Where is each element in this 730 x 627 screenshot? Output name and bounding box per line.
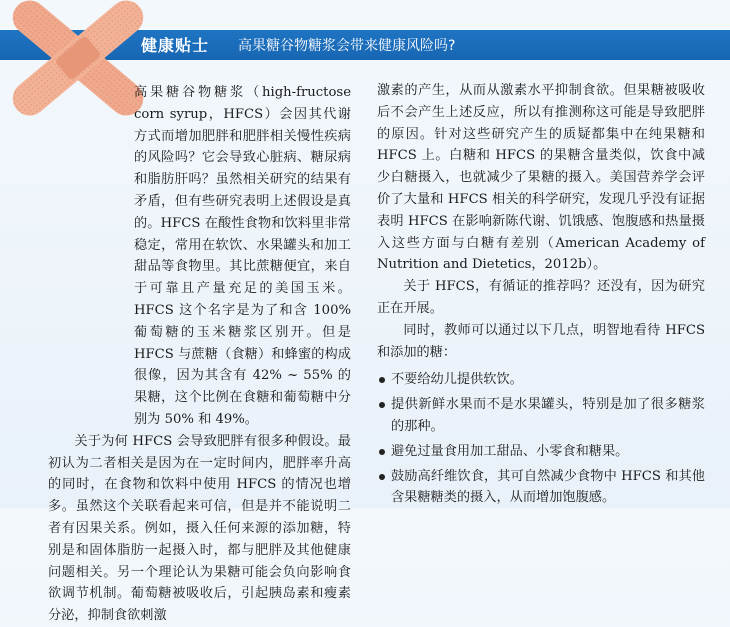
paragraph: 高果糖谷物糖浆（high-fructose corn syrup，HFCS）会因其代谢方式而增加肥胖和肥胖相关慢性疾病的风险吗？它会导致心脏病、糖尿病和脂肪肝吗？虽然相关研究的结果有矛盾，但有些研究表明上述假设是真的。HFCS 在酸性食物和饮料里非常稳定，常用在软饮、水果罐头和加工甜品等食物里。其比蔗糖便宜，来自于可靠且产量充足的美国玉米。HFCS 这个名字是为了和含 100% 葡萄糖的玉米糖浆区别开。但是 HFCS 与蔗糖（食糖）和蜂蜜的构成很像，因为其含有 42% ~ 55% 的果糖，这个比例在食糖和葡萄糖中分别为 50% 和 49%。 bbox=[134, 85, 351, 427]
list-item: 鼓励高纤维饮食，其可自然减少食物中 HFCS 和其他含果糖糖类的摄入，从而增加饱腹感。 bbox=[377, 466, 705, 510]
list-item: 避免过量食用加工甜品、小零食和糖果。 bbox=[377, 441, 705, 463]
article-title: 高果糖谷物糖浆会带来健康风险吗? bbox=[238, 38, 456, 54]
left-column bbox=[48, 82, 351, 627]
paragraph: 关于为何 HFCS 会导致肥胖有很多种假设。最初认为二者相关是因为在一定时间内，肥胖率升高的同时，在食物和饮料中使用 HFCS 的情况也增多。虽然这个关联看起来可信，但是并不能说明二者有因果关系。例如，摄入任何来源的添加糖，特别是和固体脂肪一起摄入时，都与肥胖及其他健康问题相关。另一个理论认为果糖可能会负向影响食欲调节机制。葡萄糖被吸收后，引起胰岛素和瘦素分泌，抑制食欲刺激 bbox=[48, 433, 351, 624]
right-column bbox=[377, 80, 705, 512]
tip-title: 健康贴士 bbox=[141, 36, 210, 55]
list-item: 不要给幼儿提供软饮。 bbox=[377, 369, 705, 391]
recommendation-list bbox=[377, 369, 705, 509]
paragraph: 关于 HFCS，有循证的推荐吗？还没有，因为研究正在开展。 bbox=[377, 279, 705, 316]
paragraph: 同时，教师可以通过以下几点，明智地看待 HFCS 和添加的糖： bbox=[377, 322, 705, 360]
paragraph: 激素的产生，从而从激素水平抑制食欲。但果糖被吸收后不会产生上述反应，所以有推测称这可能是导致肥胖的原因。针对这些研究产生的质疑都集中在纯果糖和 HFCS 上。白糖和 HFCS 的果糖含量类似，饮食中减少白糖摄入，也就减少了果糖的摄入。美国营养学会评价了大量和 HFCS 相关的科学研究，发现几乎没有证据表明 HFCS 在影响新陈代谢、饥饿感、饱腹感和热量摄入这些方面与白糖有差别（American Academy of Nutrition and Dietetics，2012b）。 bbox=[377, 83, 705, 273]
list-item: 提供新鲜水果而不是水果罐头，特别是加了很多糖浆的那种。 bbox=[377, 394, 705, 438]
